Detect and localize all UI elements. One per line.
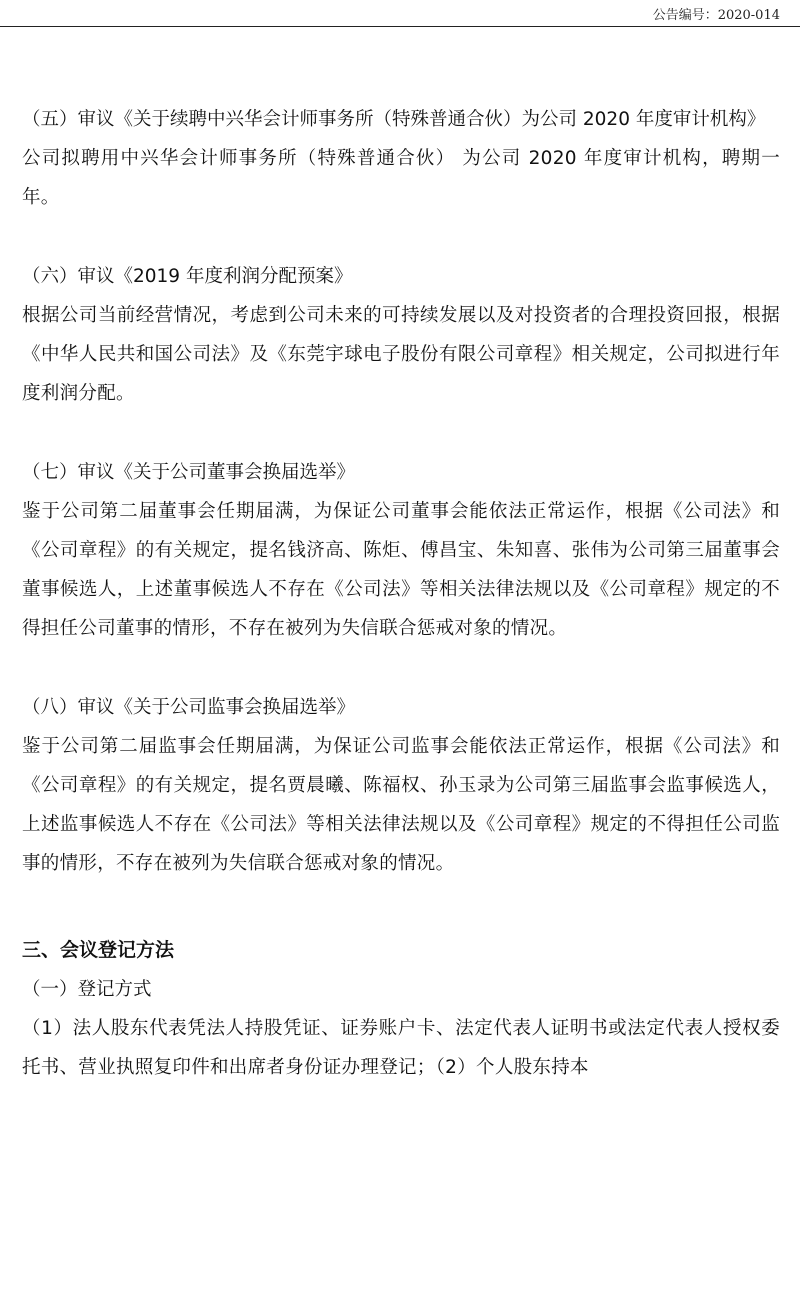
item-8-body: 鉴于公司第二届监事会任期届满，为保证公司监事会能依法正常运作，根据《公司法》和《公司章程》的有关规定，提名贾晨曦、陈福权、孙玉录为公司第三届监事会监事候选人，上述监事候选人不存在《公司法》等相关法律法规以及《公司章程》规定的不得担任公司监事的情形，不存在被列为失信联合惩戒对象的情况。 — [22, 736, 780, 874]
item-7-body: 鉴于公司第二届董事会任期届满，为保证公司董事会能依法正常运作，根据《公司法》和《公司章程》的有关规定，提名钱济高、陈炬、傅昌宝、朱知喜、张伟为公司第三届董事会董事候选人，上述董事候选人不存在《公司法》等相关法律法规以及《公司章程》规定的不得担任公司董事的情形，不存在被列为失信联合惩戒对象的情况。 — [22, 501, 780, 639]
spacer — [22, 217, 780, 257]
item-6-body: 根据公司当前经营情况，考虑到公司未来的可持续发展以及对投资者的合理投资回报，根据《中华人民共和国公司法》及《东莞宇球电子股份有限公司章程》相关规定，公司拟进行年度利润分配。 — [22, 305, 780, 404]
spacer — [22, 883, 780, 931]
spacer — [22, 413, 780, 453]
item-7-heading: （七）审议《关于公司董事会换届选举》 — [22, 462, 356, 483]
doc-number: 公告编号：2020-014 — [652, 8, 780, 23]
spacer — [22, 648, 780, 688]
page-header — [0, 0, 800, 27]
document-body — [22, 100, 780, 1087]
section-3-title: 三、会议登记方法 — [22, 939, 175, 961]
item-5-body: 公司拟聘用中兴华会计师事务所（特殊普通合伙） 为公司 2020 年度审计机构，聘期一年。 — [22, 148, 780, 208]
item-5-heading: （五）审议《关于续聘中兴华会计师事务所（特殊普通合伙）为公司 2020 年度审计机构》 — [22, 109, 766, 130]
section-3-subheading: （一）登记方式 — [22, 979, 152, 1000]
item-6-heading: （六）审议《2019 年度利润分配预案》 — [22, 266, 353, 287]
section-3-body: （1）法人股东代表凭法人持股凭证、证券账户卡、法定代表人证明书或法定代表人授权委托书、营业执照复印件和出席者身份证办理登记；（2）个人股东持本 — [22, 1018, 780, 1078]
item-8-heading: （八）审议《关于公司监事会换届选举》 — [22, 697, 356, 718]
